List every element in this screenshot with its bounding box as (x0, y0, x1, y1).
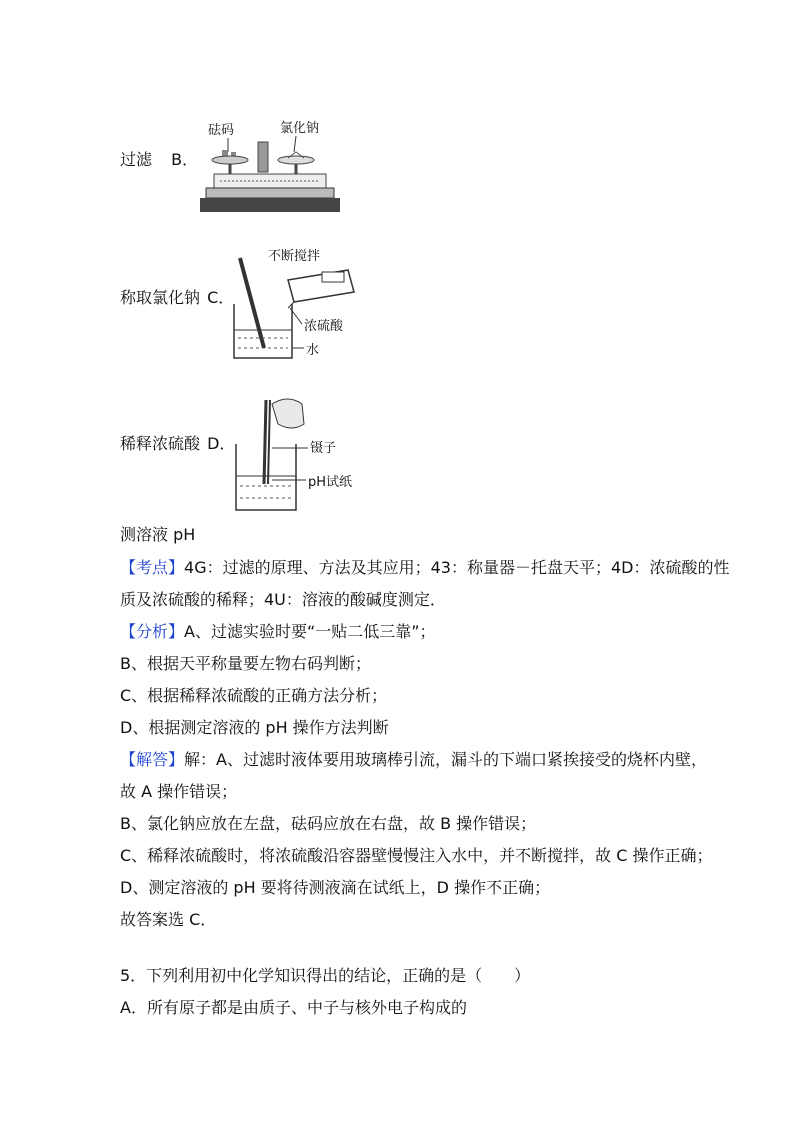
option-c-row (120, 287, 234, 309)
option-b-row (120, 149, 198, 171)
option-d-row (120, 433, 235, 455)
option-d-letter: D． (207, 434, 236, 453)
jieda-line-1 (120, 749, 707, 771)
option-b-letter: B． (171, 150, 199, 169)
fenxi-line-d: D、根据测定溶液的 pH 操作方法判断 (120, 718, 389, 737)
answer-line: 故答案选 C． (120, 910, 217, 929)
jieda-line-b: B、氯化钠应放在左盘，砝码应放在右盘，故 B 操作错误； (120, 814, 537, 833)
balance-label-weights: 砝码 (208, 123, 235, 138)
balance-label-nacl: 氯化钠 (280, 121, 320, 136)
jieda-line-a2: 故 A 操作错误； (120, 782, 238, 801)
dilution-label-acid: 浓硫酸 (304, 319, 344, 334)
kaodian-line-1 (120, 557, 729, 579)
kaodian-text: 4G：过滤的原理、方法及其应用；43：称量器－托盘天平；4D：浓硫酸的性 (184, 558, 730, 577)
option-b-prefix: 过滤 (120, 150, 153, 169)
kaodian-tag: 【考点】 (120, 558, 185, 577)
fenxi-tag: 【分析】 (120, 622, 185, 641)
question5-stem: 5．下列利用初中化学知识得出的结论，正确的是（ ） (120, 966, 531, 985)
jieda-tag: 【解答】 (120, 750, 185, 769)
ph-label-paper: pH试纸 (308, 475, 353, 490)
dilution-label-stir: 不断搅拌 (268, 249, 321, 264)
balance-figure (200, 114, 340, 218)
ph-test-figure (232, 394, 362, 516)
fenxi-text: A、过滤实验时要“一贴二低三靠”； (184, 622, 436, 641)
option-d-caption: 测溶液 pH (120, 525, 196, 544)
fenxi-line-1 (120, 621, 436, 643)
jieda-line-c: C、稀释浓硫酸时，将浓硫酸沿容器壁慢慢注入水中，并不断搅拌，故 C 操作正确； (120, 846, 713, 865)
dilution-label-water: 水 (306, 343, 320, 358)
option-c-prefix: 称取氯化钠 (120, 288, 201, 307)
kaodian-line-2: 质及浓硫酸的稀释；4U：溶液的酸碱度测定． (120, 590, 446, 609)
jieda-text: 解：A、过滤时液体要用玻璃棒引流，漏斗的下端口紧挨接受的烧杯内壁， (184, 750, 707, 769)
fenxi-line-b: B、根据天平称量要左物右码判断； (120, 654, 371, 673)
dilution-figure (230, 244, 360, 364)
question5-option-a: A．所有原子都是由质子、中子与核外电子构成的 (120, 998, 467, 1017)
jieda-line-d: D、测定溶液的 pH 要将待测液滴在试纸上，D 操作不正确； (120, 878, 551, 897)
option-c-letter: C． (207, 288, 235, 307)
ph-label-tweezers: 镊子 (310, 441, 337, 456)
fenxi-line-c: C、根据稀释浓硫酸的正确方法分析； (120, 686, 388, 705)
option-d-prefix: 稀释浓硫酸 (120, 434, 201, 453)
